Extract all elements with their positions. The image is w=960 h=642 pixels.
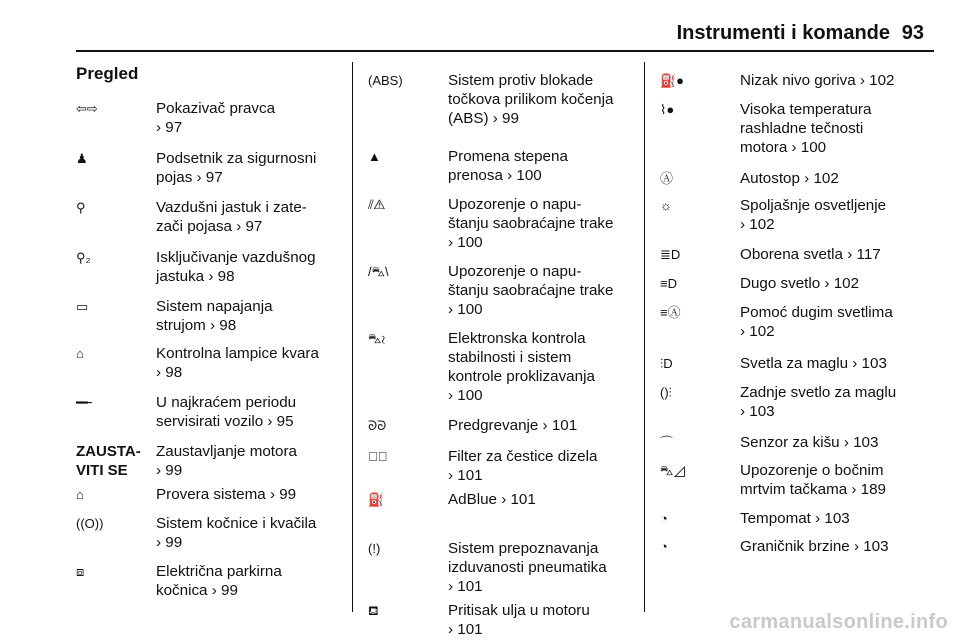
- turn-signal-icon: ⇦⇨: [76, 101, 98, 116]
- entry-description: [156, 344, 319, 382]
- entry-description-line: pojas › 97: [156, 169, 223, 186]
- entry-description: [448, 539, 607, 596]
- entry-description: [740, 303, 893, 341]
- entry-description-line: Upozorenje o napu-: [448, 263, 582, 280]
- entry-description: [156, 393, 296, 431]
- entry-description: [740, 71, 894, 90]
- coolant-temp-icon: ⌇●: [660, 102, 675, 117]
- entry-description-line: Pomoć dugim svetlima: [740, 304, 893, 321]
- entry-description-line: Graničnik brzine › 103: [740, 538, 889, 555]
- exterior-lights-icon: ☼: [660, 198, 672, 213]
- entry-description-line: Vazdušni jastuk i zate-: [156, 199, 307, 216]
- entry-description-line: Promena stepena: [448, 148, 568, 165]
- high-beam-icon: ≡D: [660, 276, 677, 291]
- airbag-icon: ⚲: [76, 200, 86, 215]
- entry-description-line: Sistem prepoznavanja: [448, 540, 599, 557]
- entry-description-line: rashladne tečnosti: [740, 120, 864, 137]
- seatbelt-icon: ♟: [76, 151, 88, 166]
- lane-car-icon: /⛍\: [368, 264, 389, 279]
- entry-description-line: Sistem protiv blokade: [448, 72, 594, 89]
- entry-description: [448, 195, 613, 252]
- entry-description: [156, 442, 297, 480]
- entry-description-line: Nizak nivo goriva › 102: [740, 72, 895, 89]
- entry-description-line: jastuka › 98: [156, 268, 235, 285]
- entry-description-line: Predgrevanje › 101: [448, 417, 578, 434]
- page-number: 93: [901, 22, 924, 44]
- header-rule: [76, 50, 934, 52]
- cruise-control-icon: ◔: [660, 511, 668, 526]
- rear-fog-light-icon: ()⫶: [660, 385, 672, 400]
- entry-description-line: štanju saobraćajne trake: [448, 282, 614, 299]
- entry-description-line: zači pojasa › 97: [156, 218, 263, 235]
- entry-description: [156, 514, 316, 552]
- entry-description-line: kočnica › 99: [156, 582, 238, 599]
- particle-filter-icon: ⁘⃞: [368, 449, 388, 464]
- column-divider-2: [644, 62, 645, 612]
- entry-description-line: Spoljašnje osvetljenje: [740, 197, 887, 214]
- watermark-text: carmanualsonline.info: [729, 611, 948, 633]
- entry-description: [740, 433, 878, 452]
- entry-description: [448, 447, 597, 485]
- entry-description-line: Pritisak ulja u motoru: [448, 602, 590, 619]
- stability-control-icon: ⛍≀: [368, 331, 386, 346]
- entry-description: [740, 383, 896, 421]
- entry-description-line: točkova prilikom kočenja: [448, 91, 614, 108]
- entry-description-line: › 101: [448, 467, 483, 484]
- fog-light-icon: ⫶D: [660, 356, 673, 371]
- entry-description: [740, 100, 871, 157]
- entry-description: [156, 248, 316, 286]
- entry-description: [740, 509, 850, 528]
- entry-description-line: Svetla za maglu › 103: [740, 355, 887, 372]
- entry-description: [740, 169, 839, 188]
- entry-description-line: servisirati vozilo › 95: [156, 413, 294, 430]
- entry-description-line: › 102: [740, 323, 775, 340]
- entry-description-line: Električna parkirna: [156, 563, 282, 580]
- lane-departure-icon: ⫽⚠: [368, 197, 386, 212]
- entry-description: [156, 99, 275, 137]
- autostop-icon: Ⓐ: [660, 171, 674, 186]
- entry-description-line: mrtvim tačkama › 189: [740, 481, 887, 498]
- entry-description-line: Tempomat › 103: [740, 510, 850, 527]
- entry-description: [448, 71, 613, 128]
- gear-shift-icon: ▲: [368, 149, 381, 164]
- entry-description-line: motora › 100: [740, 139, 827, 156]
- speed-limiter-icon: ◔: [660, 539, 668, 554]
- entry-description-line: › 99: [156, 534, 183, 551]
- entry-description-line: › 100: [448, 387, 483, 404]
- entry-description: [156, 297, 273, 335]
- entry-description: [156, 198, 307, 236]
- entry-description-line: › 102: [740, 216, 775, 233]
- entry-description: [448, 416, 577, 435]
- entry-description-line: Upozorenje o napu-: [448, 196, 582, 213]
- airbag-off-icon: ⚲₂: [76, 250, 91, 265]
- column-divider-1: [352, 62, 353, 612]
- entry-description-line: Oborena svetla › 117: [740, 246, 881, 263]
- low-beam-icon: ≣D: [660, 247, 681, 262]
- entry-description: [448, 329, 595, 405]
- entry-description: [740, 354, 887, 373]
- section-title: Pregled: [76, 64, 139, 83]
- entry-description-line: štanju saobraćajne trake: [448, 215, 614, 232]
- wrench-icon: ━╾: [76, 395, 92, 410]
- entry-description: [740, 274, 859, 293]
- entry-description-line: Senzor za kišu › 103: [740, 434, 879, 451]
- preheating-icon: ᘐᘐ: [368, 418, 387, 433]
- entry-description-line: Kontrolna lampice kvara: [156, 345, 319, 362]
- entry-description-line: izduvanosti pneumatika: [448, 559, 607, 576]
- entry-description-line: Zadnje svetlo za maglu: [740, 384, 897, 401]
- entry-description: [156, 562, 282, 600]
- entry-description: [740, 245, 881, 264]
- high-beam-assist-icon: ≡Ⓐ: [660, 305, 681, 320]
- entry-description-line: › 98: [156, 364, 183, 381]
- entry-description-line: › 101: [448, 621, 483, 638]
- entry-description-line: prenosa › 100: [448, 167, 542, 184]
- entry-description: [448, 147, 568, 185]
- oil-pressure-icon: ⛾: [368, 603, 379, 618]
- adblue-icon: ⛽: [368, 492, 385, 507]
- entry-description-line: Dugo svetlo › 102: [740, 275, 860, 292]
- abs-icon: (ABS): [368, 73, 403, 88]
- entry-description: [156, 485, 296, 504]
- entry-description-line: Pokazivač pravca: [156, 100, 276, 117]
- entry-description-line: Elektronska kontrola: [448, 330, 586, 347]
- entry-description-line: Autostop › 102: [740, 170, 839, 187]
- tire-pressure-icon: (!): [368, 541, 381, 556]
- entry-description-line: AdBlue › 101: [448, 491, 536, 508]
- entry-description: [740, 537, 889, 556]
- entry-description: [448, 262, 613, 319]
- entry-description-line: › 100: [448, 234, 483, 251]
- entry-description-line: U najkraćem periodu: [156, 394, 297, 411]
- entry-description-line: Upozorenje o bočnim: [740, 462, 884, 479]
- entry-description-line: (ABS) › 99: [448, 110, 519, 127]
- entry-description-line: › 101: [448, 578, 483, 595]
- entry-description-line: Filter za čestice dizela: [448, 448, 598, 465]
- parking-brake-icon: ⧈: [76, 564, 85, 579]
- watermark: [0, 611, 960, 634]
- entry-description-line: Provera sistema › 99: [156, 486, 297, 503]
- entry-description-line: Visoka temperatura: [740, 101, 872, 118]
- blind-spot-icon: ⛍◿: [660, 463, 686, 478]
- entry-description: [740, 461, 886, 499]
- entry-description: [156, 149, 316, 187]
- entry-description-line: › 99: [156, 462, 183, 479]
- entry-description-line: strujom › 98: [156, 317, 237, 334]
- rain-sensor-icon: ⌒: [660, 435, 674, 450]
- battery-icon: ▭: [76, 299, 89, 314]
- brake-clutch-icon: ((O)): [76, 516, 104, 531]
- low-fuel-icon: ⛽●: [660, 73, 685, 88]
- entry-description-line: Podsetnik za sigurnosni: [156, 150, 317, 167]
- engine-malfunction-icon: ⌂: [76, 346, 84, 361]
- entry-description-line: Sistem kočnice i kvačila: [156, 515, 317, 532]
- entry-description: [448, 490, 536, 509]
- entry-description-line: › 100: [448, 301, 483, 318]
- entry-description-line: stabilnosti i sistem: [448, 349, 572, 366]
- entry-description-line: Isključivanje vazdušnog: [156, 249, 316, 266]
- header-title: Instrumenti i komande: [676, 22, 890, 44]
- entry-description-line: › 97: [156, 119, 183, 136]
- page-header: [0, 22, 934, 45]
- entry-description-line: Zaustavljanje motora: [156, 443, 297, 460]
- stop-engine-text: ZAUSTA- VITI SE: [76, 443, 141, 479]
- system-check-icon: ⌂: [76, 487, 84, 502]
- entry-description-line: Sistem napajanja: [156, 298, 273, 315]
- entry-description-line: kontrole proklizavanja: [448, 368, 595, 385]
- entry-description-line: › 103: [740, 403, 775, 420]
- entry-description: [740, 196, 886, 234]
